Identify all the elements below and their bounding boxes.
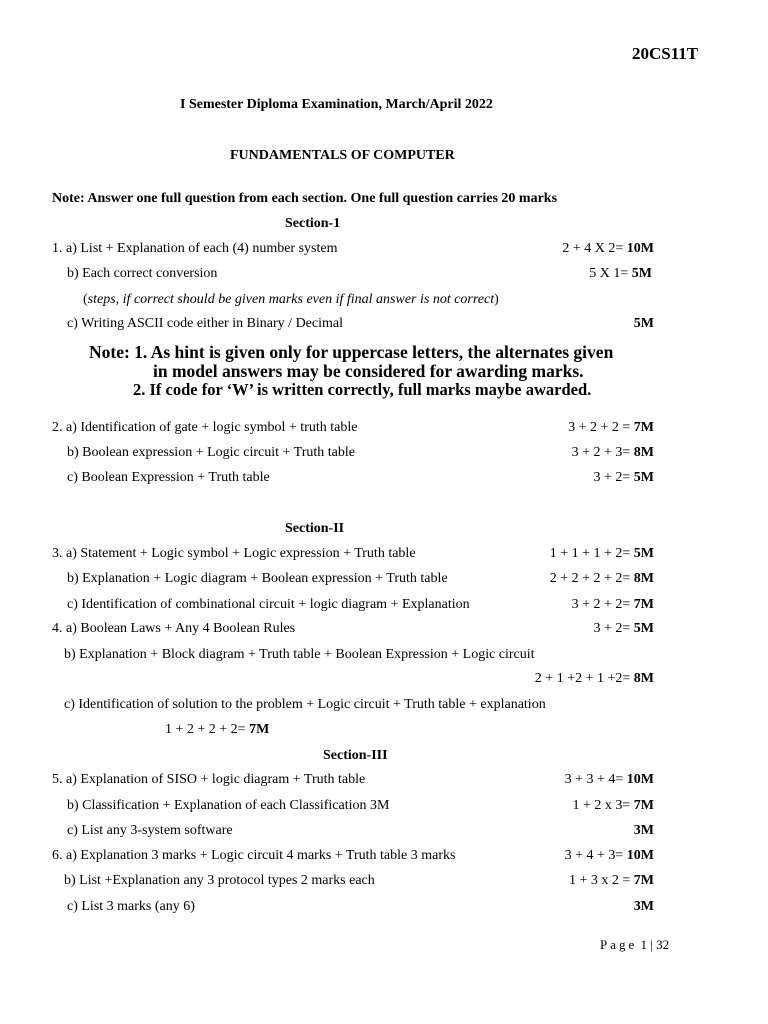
q4b-mark-total: 8M — [630, 671, 654, 686]
q4a-text: 4. a) Boolean Laws + Any 4 Boolean Rules — [52, 621, 296, 636]
q4c-mark-formula: 1 + 2 + 2 + 2= — [165, 722, 246, 737]
q5c-marks: 3M — [633, 823, 654, 838]
hint-line-3: 2. If code for ‘W’ is written correctly, full marks maybe awarded. — [133, 380, 592, 399]
q3c-marks — [484, 597, 654, 613]
q6a-mark-formula: 3 + 4 + 3= — [564, 848, 624, 863]
q3a-mark-total: 5M — [630, 546, 654, 561]
exam-title: I Semester Diploma Examination, March/April 2022 — [180, 97, 493, 112]
q4a-mark-formula: 3 + 2= — [593, 621, 631, 636]
q6b-mark-total: 7M — [630, 873, 654, 888]
q5b-text: b) Classification + Explanation of each Classification 3M — [67, 798, 390, 813]
q2a-mark-formula: 3 + 2 + 2 = — [568, 420, 631, 435]
section-3-heading: Section-III — [323, 748, 388, 763]
q3a-text: 3. a) Statement + Logic symbol + Logic expression + Truth table — [52, 546, 416, 561]
q5c-text: c) List any 3-system software — [67, 823, 233, 838]
q6b-text: b) List +Explanation any 3 protocol types 2 marks each — [64, 873, 375, 888]
q2a-text: 2. a) Identification of gate + logic symbol + truth table — [52, 420, 358, 435]
q1a-mark-formula: 2 + 4 X 2= — [562, 241, 624, 256]
q2a-marks — [484, 420, 654, 436]
q2c-marks — [484, 470, 654, 486]
q4c-mark-total: 7M — [245, 722, 270, 737]
q6a-mark-total: 10M — [623, 848, 654, 863]
q4b-marks — [484, 671, 654, 687]
q2c-mark-total: 5M — [630, 470, 654, 485]
q2a-mark-total: 7M — [630, 420, 654, 435]
q1b-text: b) Each correct conversion — [67, 266, 218, 281]
q6c-marks: 3M — [633, 899, 654, 914]
q5b-mark-formula: 1 + 2 x 3= — [572, 798, 631, 813]
q1a-text: 1. a) List + Explanation of each (4) number system — [52, 241, 338, 256]
q5b-mark-total: 7M — [630, 798, 654, 813]
q4c-marks — [165, 722, 269, 738]
q6a-text: 6. a) Explanation 3 marks + Logic circuit 4 marks + Truth table 3 marks — [52, 848, 456, 863]
q5a-text: 5. a) Explanation of SISO + logic diagram + Truth table — [52, 772, 366, 787]
q2b-marks — [484, 445, 654, 461]
q3c-text: c) Identification of combinational circuit + logic diagram + Explanation — [67, 597, 470, 612]
q3b-text: b) Explanation + Logic diagram + Boolean expression + Truth table — [67, 571, 448, 586]
q4b-text: b) Explanation + Block diagram + Truth table + Boolean Expression + Logic circuit — [64, 647, 535, 662]
q4b-mark-formula: 2 + 1 +2 + 1 +2= — [534, 671, 631, 686]
page-footer — [600, 938, 669, 953]
section-1-heading: Section-1 — [285, 216, 341, 231]
q2c-mark-formula: 3 + 2= — [593, 470, 631, 485]
q6c-text: c) List 3 marks (any 6) — [67, 899, 195, 914]
q1b-mark-total: 5M — [628, 266, 652, 281]
q3a-marks — [484, 546, 654, 562]
q1c-text: c) Writing ASCII code either in Binary / Decimal — [67, 316, 343, 331]
q1b-note: (steps, if correct should be given marks even if final answer is not correct) — [83, 292, 499, 307]
general-note: Note: Answer one full question from each section. One full question carries 20 marks — [52, 191, 558, 206]
q3b-marks — [484, 571, 654, 587]
q3b-mark-total: 8M — [630, 571, 654, 586]
q5a-mark-total: 10M — [623, 772, 654, 787]
q1a-marks — [484, 241, 654, 257]
q6a-marks — [484, 848, 654, 864]
subject-title: FUNDAMENTALS OF COMPUTER — [230, 148, 455, 163]
q1c-marks: 5M — [633, 316, 654, 331]
q2c-text: c) Boolean Expression + Truth table — [67, 470, 270, 485]
q1b-mark-formula: 5 X 1= — [589, 266, 629, 281]
q3a-mark-formula: 1 + 1 + 1 + 2= — [549, 546, 631, 561]
q2b-text: b) Boolean expression + Logic circuit + Truth table — [67, 445, 355, 460]
q2b-mark-total: 8M — [630, 445, 654, 460]
q4a-marks — [484, 621, 654, 637]
q5b-marks — [484, 798, 654, 814]
q4c-text: c) Identification of solution to the problem + Logic circuit + Truth table + explanation — [64, 697, 546, 712]
q5a-mark-formula: 3 + 3 + 4= — [564, 772, 624, 787]
q4a-mark-total: 5M — [630, 621, 654, 636]
section-2-heading: Section-II — [285, 521, 345, 536]
q3c-mark-total: 7M — [630, 597, 654, 612]
document-code: 20CS11T — [632, 44, 699, 63]
q1a-mark-total: 10M — [623, 241, 654, 256]
q2b-mark-formula: 3 + 2 + 3= — [571, 445, 631, 460]
page-number: 1 | 32 — [640, 937, 670, 952]
q6b-mark-formula: 1 + 3 x 2 = — [568, 873, 631, 888]
page-label: Page — [600, 937, 638, 952]
q6b-marks — [484, 873, 654, 889]
q3c-mark-formula: 3 + 2 + 2= — [571, 597, 631, 612]
q5a-marks — [484, 772, 654, 788]
hint-line-2: in model answers may be considered for awarding marks. — [153, 361, 584, 381]
hint-line-1: Note: 1. As hint is given only for uppercase letters, the alternates given — [89, 342, 614, 362]
q3b-mark-formula: 2 + 2 + 2 + 2= — [549, 571, 631, 586]
q1b-marks — [482, 266, 652, 282]
